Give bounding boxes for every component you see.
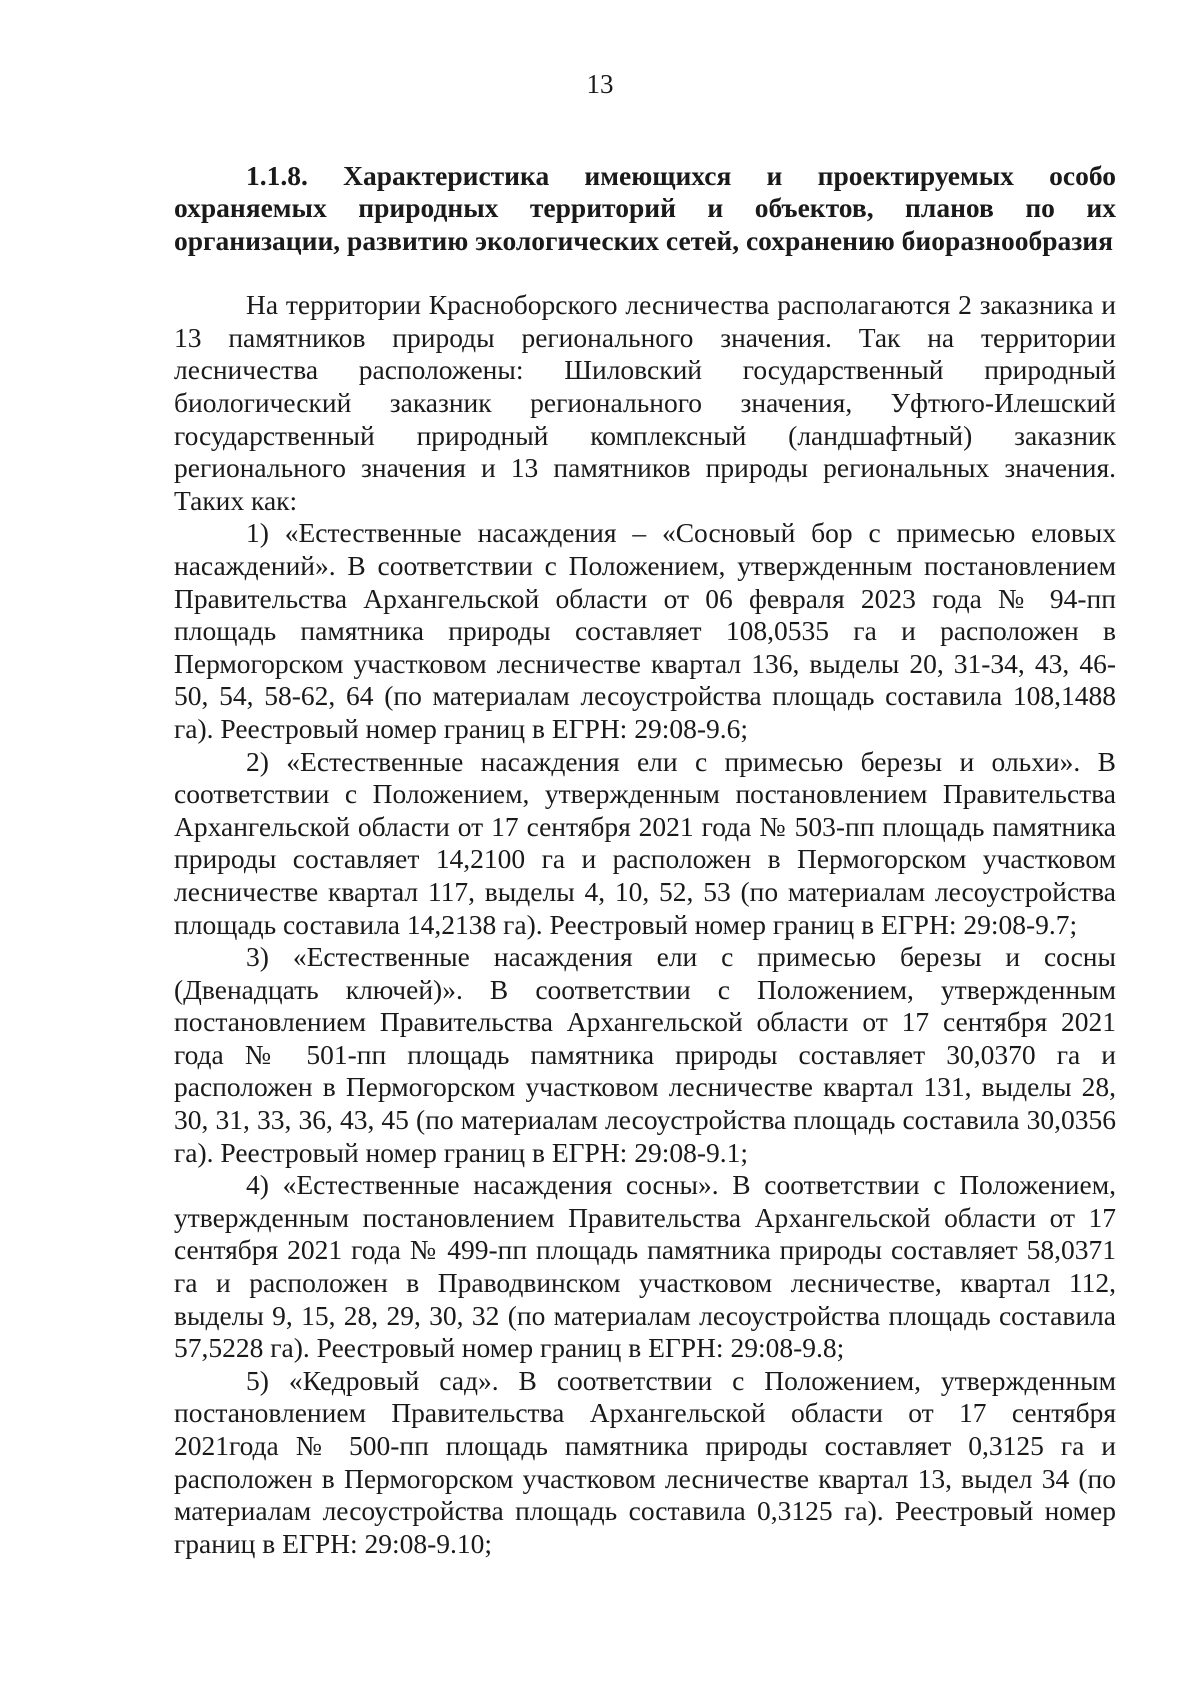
page-number: 13	[586, 69, 614, 99]
document-body	[174, 160, 1116, 1560]
intro-paragraph: На территории Красноборского лесничества располагаются 2 заказника и 13 памятников природы регионального значения. Так на территории лесничества расположены: Шиловский государственный природный биологический заказник регионального значения, Уфтюго-Илешский государственный природный комплексный (ландшафтный) заказник регионального значения и 13 памятников природы региональных значения. Таких как:	[174, 289, 1116, 516]
list-item-5: 5) «Кедровый сад». В соответствии с Положением, утвержденным постановлением Правительства Архангельской области от 17 сентября 2021года № 500-пп площадь памятника природы составляет 0,3125 га и расположен в Пермогорском участковом лесничестве квартал 13, выдел 34 (по материалам лесоустройства площадь составила 0,3125 га). Реестровый номер границ в ЕГРН: 29:08-9.10;	[174, 1364, 1116, 1559]
section-heading: 1.1.8. Характеристика имеющихся и проектируемых особо охраняемых природных территорий и объектов, планов по их организации, развитию экологических сетей, сохранению биоразнообразия	[174, 160, 1116, 256]
list-item-1: 1) «Естественные насаждения – «Сосновый бор с примесью еловых насаждений». В соответствии с Положением, утвержденным постановлением Правительства Архангельской области от 06 февраля 2023 года № 94-пп площадь памятника природы составляет 108,0535 га и расположен в Пермогорском участковом лесничестве квартал 136, выделы 20, 31-34, 43, 46-50, 54, 58-62, 64 (по материалам лесоустройства площадь составила 108,1488 га). Реестровый номер границ в ЕГРН: 29:08-9.6;	[174, 517, 1116, 744]
list-item-3: 3) «Естественные насаждения ели с примесью березы и сосны (Двенадцать ключей)». В соответствии с Положением, утвержденным постановлением Правительства Архангельской области от 17 сентября 2021 года № 501-пп площадь памятника природы составляет 30,0370 га и расположен в Пермогорском участковом лесничестве квартал 131, выделы 28, 30, 31, 33, 36, 43, 45 (по материалам лесоустройства площадь составила 30,0356 га). Реестровый номер границ в ЕГРН: 29:08-9.1;	[174, 941, 1116, 1168]
list-item-2: 2) «Естественные насаждения ели с примесью березы и ольхи». В соответствии с Положением, утвержденным постановлением Правительства Архангельской области от 17 сентября 2021 года № 503-пп площадь памятника природы составляет 14,2100 га и расположен в Пермогорском участковом лесничестве квартал 117, выделы 4, 10, 52, 53 (по материалам лесоустройства площадь составила 14,2138 га). Реестровый номер границ в ЕГРН: 29:08-9.7;	[174, 745, 1116, 940]
list-item-4: 4) «Естественные насаждения сосны». В соответствии с Положением, утвержденным постановлением Правительства Архангельской области от 17 сентября 2021 года № 499-пп площадь памятника природы составляет 58,0371 га и расположен в Праводвинском участковом лесничестве, квартал 112, выделы 9, 15, 28, 29, 30, 32 (по материалам лесоустройства площадь составила 57,5228 га). Реестровый номер границ в ЕГРН: 29:08-9.8;	[174, 1169, 1116, 1364]
